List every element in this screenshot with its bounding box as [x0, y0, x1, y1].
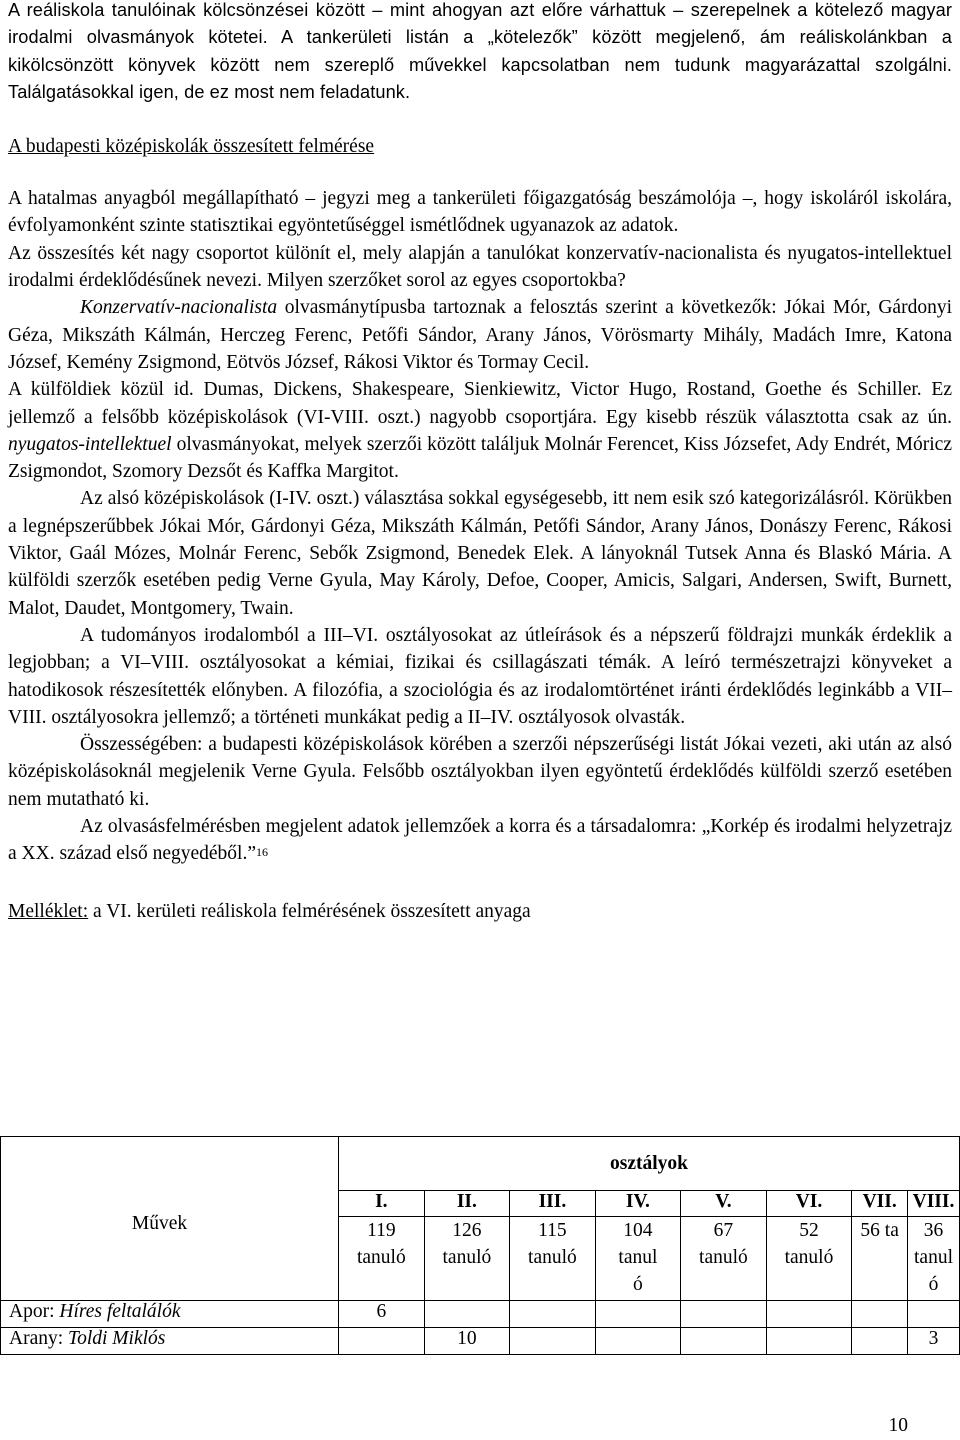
class-unit: tanuló	[784, 1247, 834, 1268]
class-count-cell	[510, 1217, 596, 1301]
paragraph-2: Az összesítés két nagy csoportot különít el, mely alapján a tanulókat konzervatív-nacionalista és nyugatos-intellektuel irodalmi érdeklődésűnek nevezi. Milyen szerzőket sorol az egyes csoportokba?	[8, 242, 952, 292]
count-cell	[595, 1328, 680, 1355]
class-unit: tanuló	[442, 1247, 492, 1268]
class-name: VI.	[795, 1191, 823, 1212]
class-name: III.	[538, 1191, 567, 1212]
class-count: 126	[452, 1220, 482, 1241]
italic-term-conservative: Konzervatív-nacionalista	[80, 297, 278, 319]
works-header: Művek	[131, 1212, 188, 1234]
count-cell: 10	[424, 1328, 510, 1355]
work-title: Híres feltalálók	[59, 1301, 181, 1322]
classes-group-header	[339, 1137, 960, 1191]
class-name-cell	[852, 1191, 908, 1217]
count-cell: 3	[908, 1328, 960, 1355]
class-count: 115	[538, 1220, 567, 1241]
count-cell	[510, 1301, 596, 1328]
page-number: 10	[888, 1415, 908, 1436]
table-row	[1, 1301, 960, 1328]
class-name-cell	[339, 1191, 425, 1217]
table-row	[1, 1328, 960, 1355]
count-cell	[908, 1301, 960, 1328]
class-name-cell	[424, 1191, 510, 1217]
class-unit: tanul	[618, 1247, 658, 1268]
count-cell	[766, 1301, 852, 1328]
class-count-cell	[595, 1217, 680, 1301]
work-title: Toldi Miklós	[68, 1328, 166, 1349]
class-count-cell	[766, 1217, 852, 1301]
paragraph-4-text-a: A külföldiek közül id. Dumas, Dickens, Shakespeare, Sienkiewitz, Victor Hugo, Rostand, Goethe és Schiller. Ez jellemző a felsőbb középiskolások (VI-VIII. oszt.) nagyobb csoportjára. Egy kisebb részük választotta csak az ún.	[8, 379, 952, 428]
paragraph-3	[8, 294, 952, 376]
class-name-cell	[510, 1191, 596, 1217]
paragraph-3-text: olvasmánytípusba tartoznak a felosztás szerint a következők: Jókai Mór, Gárdonyi Géza, Mikszáth Kálmán, Herczeg Ferenc, Petőfi Sándor, Arany János, Vörösmarty Mihály, Madách Imre, Katona József, Kemény Zsigmond, Eötvös József, Rákosi Viktor és Tormay Cecil.	[8, 297, 952, 373]
class-name: I.	[375, 1191, 388, 1212]
class-name-cell	[681, 1191, 767, 1217]
section-heading: A budapesti középiskolák összesített felmérése	[8, 136, 375, 158]
class-name-cell	[766, 1191, 852, 1217]
survey-table	[0, 1136, 960, 1355]
class-count: 67	[713, 1220, 734, 1241]
class-name: V.	[715, 1191, 732, 1212]
paragraph-8	[8, 813, 952, 870]
class-unit: tanuló	[699, 1247, 748, 1268]
count-cell	[852, 1301, 908, 1328]
class-name-cell	[595, 1191, 680, 1217]
document-page	[8, 0, 952, 925]
attachment-caption	[8, 898, 952, 925]
count-cell	[595, 1301, 680, 1328]
class-name: VIII.	[912, 1191, 955, 1212]
count-cell	[766, 1328, 852, 1355]
class-count: 104	[623, 1220, 653, 1241]
count-cell	[681, 1328, 767, 1355]
class-count-cell	[852, 1217, 908, 1301]
class-name-cell	[908, 1191, 960, 1217]
paragraph-4-text-b: olvasmányokat, melyek szerzői között találjuk Molnár Ferencet, Kiss Józsefet, Ady Endrét, Móricz Zsigmondot, Szomory Dezsőt és Kaffka Margitot.	[8, 433, 952, 483]
class-name: II.	[456, 1191, 477, 1212]
paragraph-7: Összességében: a budapesti középiskolások körében a szerzői népszerűségi listát Jókai vezeti, aki után az alsó középiskolásoknál megjelenik Verne Gyula. Felsőbb osztályokban ilyen egyöntetű érdeklődés külföldi szerző esetében nem mutatható ki.	[8, 734, 952, 810]
class-unit: tanuló	[356, 1247, 406, 1268]
paragraph-5: Az alsó középiskolások (I-IV. oszt.) választása sokkal egységesebb, itt nem esik szó kategorizálásról. Körükben a legnépszerűbbek Jókai Mór, Gárdonyi Géza, Mikszáth Kálmán, Petőfi Sándor, Arany János, Donászy Ferenc, Rákosi Viktor, Gaál Mózes, Molnár Ferenc, Sebők Zsigmond, Benedek Elek. A lányoknál Tutsek Anna és Blaskó Mária. A külföldi szerzők esetében pedig Verne Gyula, May Károly, Defoe, Cooper, Amicis, Salgari, Andersen, Swift, Burnett, Malot, Daudet, Montgomery, Twain.	[8, 488, 952, 619]
italic-term-nyugatos: nyugatos-intellektuel	[8, 433, 172, 455]
attachment-label: Melléklet:	[8, 900, 89, 922]
count-cell	[852, 1328, 908, 1355]
class-name: VII.	[862, 1191, 897, 1212]
class-count: 119	[367, 1220, 396, 1241]
class-count-cell	[908, 1217, 960, 1301]
author-name: Arany:	[9, 1328, 69, 1349]
class-unit: tanuló	[528, 1247, 577, 1268]
class-count: 36	[923, 1220, 944, 1241]
count-cell	[510, 1328, 596, 1355]
work-cell	[1, 1328, 339, 1355]
work-cell	[1, 1301, 339, 1328]
class-count-cell	[424, 1217, 510, 1301]
class-count-cell	[681, 1217, 767, 1301]
author-name: Apor:	[9, 1301, 60, 1322]
classes-header: osztályok	[610, 1152, 689, 1174]
count-cell	[339, 1328, 425, 1355]
paragraph-1: A hatalmas anyagból megállapítható – jegyzi meg a tankerületi főigazgatóság beszámolója –, hogy iskoláról iskolára, évfolyamonként szinte statisztikai egyöntetűséggel ismétlődnek ugyanazok az adatok.	[8, 188, 952, 237]
class-unit: ó	[928, 1274, 939, 1295]
count-cell: 6	[339, 1301, 425, 1328]
intro-paragraph: A reáliskola tanulóinak kölcsönzései között – mint ahogyan azt előre várhattuk – szerepelnek a kötelező magyar irodalmi olvasmányok kötetei. A tankerületi listán a „kötelezők” között megjelenő, ám reáliskolánkban a kikölcsönzött könyvek között nem szereplő művekkel kapcsolatban nem tudunk magyarázattal szolgálni. Találgatásokkal igen, de ez most nem feladatunk.	[8, 0, 952, 102]
paragraph-8-text: Az olvasásfelmérésben megjelent adatok jellemzőek a korra és a társadalomra: „Korkép és irodalmi helyzetrajz a XX. század első negyedéből.”	[8, 816, 952, 865]
paragraph-4	[8, 376, 952, 485]
class-count-cell	[339, 1217, 425, 1301]
class-name: IV.	[625, 1191, 650, 1212]
works-header-cell	[1, 1137, 339, 1301]
count-cell	[424, 1301, 510, 1328]
attachment-title: a VI. kerületi reáliskola felmérésének összesített anyaga	[88, 900, 531, 922]
class-count: 56 ta	[860, 1220, 899, 1241]
paragraph-6: A tudományos irodalomból a III–VI. osztályosokat az útleírások és a népszerű földrajzi munkák érdeklik a legjobban; a VI–VIII. osztályosokat a kémiai, fizikai és csillagászati témák. A leíró természetrajzi könyveket a hatodikosok részesítették előnyben. A filozófia, a szociológia és az irodalomtörténet iránti érdeklődés leginkább a VII–VIII. osztályosokra jellemző; a történeti munkákat pedig a II–IV. osztályosok olvasták.	[8, 624, 952, 728]
class-count: 52	[799, 1220, 819, 1241]
count-cell	[681, 1301, 767, 1328]
class-unit: tanul	[914, 1247, 954, 1268]
footnote-reference[interactable]: 16	[255, 845, 268, 860]
class-unit: ó	[633, 1274, 643, 1295]
